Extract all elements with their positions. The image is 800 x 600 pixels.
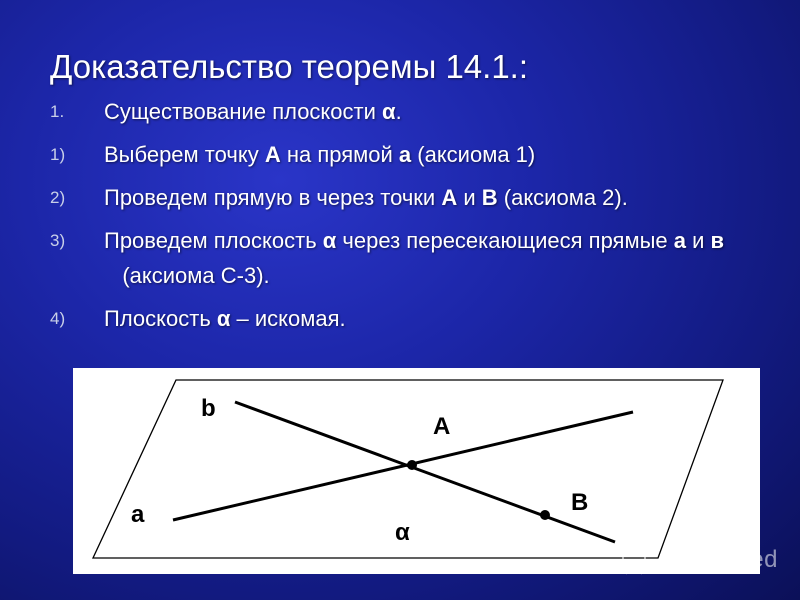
item-number: 1): [50, 145, 66, 164]
point-A: [407, 460, 417, 470]
item-number: 2): [50, 188, 66, 207]
item-text: Плоскость α – искомая.: [104, 306, 346, 331]
list-item: [50, 225, 750, 295]
label-point-A: A: [433, 413, 451, 440]
item-number: 4): [50, 309, 66, 328]
item-text: Выберем точку А на прямой а (аксиома 1): [104, 142, 536, 167]
item-number: 3): [50, 231, 66, 250]
label-line-a: a: [131, 501, 145, 528]
list-item: [50, 139, 750, 174]
point-B: [540, 510, 550, 520]
proof-steps-list: [50, 96, 750, 346]
item-text: Существование плоскости α.: [104, 99, 402, 124]
label-line-b: b: [201, 395, 216, 422]
list-item: [50, 182, 750, 217]
label-plane-alpha: α: [395, 519, 410, 546]
geometry-diagram: [73, 368, 760, 574]
watermark-text: Shared: [697, 546, 778, 573]
line-a: [173, 412, 633, 520]
slide-title: Доказательство теоремы 14.1.:: [50, 48, 529, 85]
diagram-svg: [73, 368, 760, 574]
list-item: [50, 303, 750, 338]
line-b: [235, 402, 615, 542]
list-item: [50, 96, 750, 131]
item-text: Проведем плоскость α через пересекающиеся прямые а и в (аксиома С-3).: [104, 228, 725, 288]
label-point-B: B: [571, 489, 589, 516]
item-number: 1.: [50, 102, 65, 121]
watermark-logo-icon: [620, 546, 650, 576]
item-text: Проведем прямую в через точки А и В (аксиома 2).: [104, 185, 628, 210]
